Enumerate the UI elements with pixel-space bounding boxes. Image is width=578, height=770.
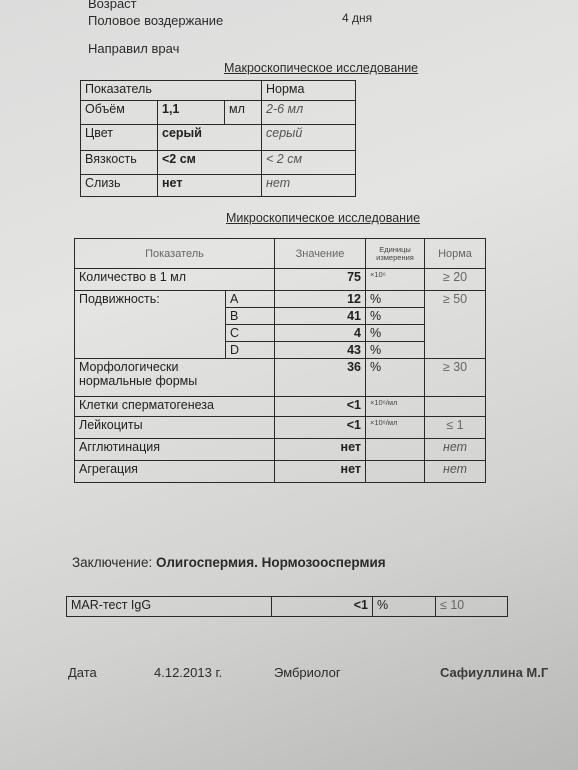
referred-label: Направил врач xyxy=(88,41,180,56)
micro-row-morphology xyxy=(75,359,486,397)
micro-table xyxy=(74,238,486,483)
agglutination-value: нет xyxy=(275,439,366,461)
macro-table xyxy=(80,80,356,197)
motility-unit: % xyxy=(366,342,425,359)
macro-row-norm: нет xyxy=(262,175,356,197)
motility-row-a xyxy=(75,291,486,308)
micro-header-units: Единицы измерения xyxy=(366,239,425,269)
motility-grade: A xyxy=(226,291,275,308)
motility-norm: ≥ 50 xyxy=(425,291,486,359)
motility-unit: % xyxy=(366,325,425,342)
leukocytes-name: Лейкоциты xyxy=(75,417,275,439)
macro-row-color xyxy=(81,125,356,151)
micro-row-agglutination xyxy=(75,439,486,461)
morphology-name-line2: нормальные формы xyxy=(79,374,198,388)
aggregation-unit xyxy=(366,461,425,483)
macro-row-name: Объём xyxy=(81,101,158,125)
motility-grade: D xyxy=(226,342,275,359)
agglutination-name: Агглютинация xyxy=(75,439,275,461)
mar-value: <1 xyxy=(272,597,373,617)
count-value: 75 xyxy=(275,269,366,291)
date-value: 4.12.2013 г. xyxy=(154,665,223,680)
aggregation-value: нет xyxy=(275,461,366,483)
micro-row-aggregation xyxy=(75,461,486,483)
macro-row-name: Вязкость xyxy=(81,151,158,175)
specialist-name: Сафиуллина М.Г xyxy=(440,665,549,680)
age-label: Возраст xyxy=(88,0,137,11)
mar-row xyxy=(67,597,508,617)
aggregation-name: Агрегация xyxy=(75,461,275,483)
conclusion xyxy=(72,555,386,570)
micro-row-count xyxy=(75,269,486,291)
motility-value: 4 xyxy=(275,325,366,342)
motility-unit: % xyxy=(366,308,425,325)
abstinence-label: Половое воздержание xyxy=(88,13,224,28)
date-label: Дата xyxy=(68,665,97,680)
micro-header-value: Значение xyxy=(275,239,366,269)
micro-header-indicator: Показатель xyxy=(75,239,275,269)
micro-header-row xyxy=(75,239,486,269)
spermatogenesis-unit: ×10⁶/мл xyxy=(366,397,425,417)
macro-header-norm: Норма xyxy=(262,81,356,101)
macro-header-indicator: Показатель xyxy=(81,81,262,101)
count-unit: ×10⁶ xyxy=(366,269,425,291)
motility-value: 43 xyxy=(275,342,366,359)
macro-row-name: Слизь xyxy=(81,175,158,197)
motility-unit: % xyxy=(366,291,425,308)
mar-unit: % xyxy=(373,597,436,617)
macro-section-title: Макроскопическое исследование xyxy=(224,61,419,75)
macro-row-viscosity xyxy=(81,151,356,175)
macro-row-norm: < 2 см xyxy=(262,151,356,175)
spermatogenesis-name: Клетки сперматогенеза xyxy=(75,397,275,417)
macro-row-norm: 2-6 мл xyxy=(262,101,356,125)
agglutination-norm: нет xyxy=(425,439,486,461)
count-norm: ≥ 20 xyxy=(425,269,486,291)
motility-name: Подвижность: xyxy=(75,291,226,359)
morphology-value: 36 xyxy=(275,359,366,397)
motility-value: 12 xyxy=(275,291,366,308)
micro-row-spermatogenesis xyxy=(75,397,486,417)
morphology-norm: ≥ 30 xyxy=(425,359,486,397)
agglutination-unit xyxy=(366,439,425,461)
macro-row-value: серый xyxy=(158,125,262,151)
macro-row-value: нет xyxy=(158,175,262,197)
leukocytes-unit: ×10⁶/мл xyxy=(366,417,425,439)
spermatogenesis-norm xyxy=(425,397,486,417)
mar-name: MAR-тест IgG xyxy=(67,597,272,617)
motility-value: 41 xyxy=(275,308,366,325)
leukocytes-value: <1 xyxy=(275,417,366,439)
abstinence-value: 4 дня xyxy=(342,11,373,25)
macro-header-row xyxy=(81,81,356,101)
conclusion-label: Заключение: xyxy=(72,555,153,570)
micro-section-title: Микроскопическое исследование xyxy=(226,211,421,225)
specialist-role: Эмбриолог xyxy=(274,665,341,680)
micro-header-norm: Норма xyxy=(425,239,486,269)
macro-row-mucus xyxy=(81,175,356,197)
count-name: Количество в 1 мл xyxy=(75,269,275,291)
leukocytes-norm: ≤ 1 xyxy=(425,417,486,439)
macro-row-norm: серый xyxy=(262,125,356,151)
macro-row-name: Цвет xyxy=(81,125,158,151)
aggregation-norm: нет xyxy=(425,461,486,483)
conclusion-text: Олигоспермия. Нормозооспермия xyxy=(156,555,386,570)
morphology-unit: % xyxy=(366,359,425,397)
mar-norm: ≤ 10 xyxy=(436,597,508,617)
macro-row-volume xyxy=(81,101,356,125)
micro-row-leukocytes xyxy=(75,417,486,439)
macro-row-value: 1,1 xyxy=(158,101,225,125)
motility-grade: B xyxy=(226,308,275,325)
morphology-name xyxy=(75,359,275,397)
spermatogenesis-value: <1 xyxy=(275,397,366,417)
macro-row-unit: мл xyxy=(225,101,262,125)
motility-grade: C xyxy=(226,325,275,342)
morphology-name-line1: Морфологически xyxy=(79,360,179,374)
macro-row-value: <2 см xyxy=(158,151,262,175)
mar-table xyxy=(66,596,508,617)
